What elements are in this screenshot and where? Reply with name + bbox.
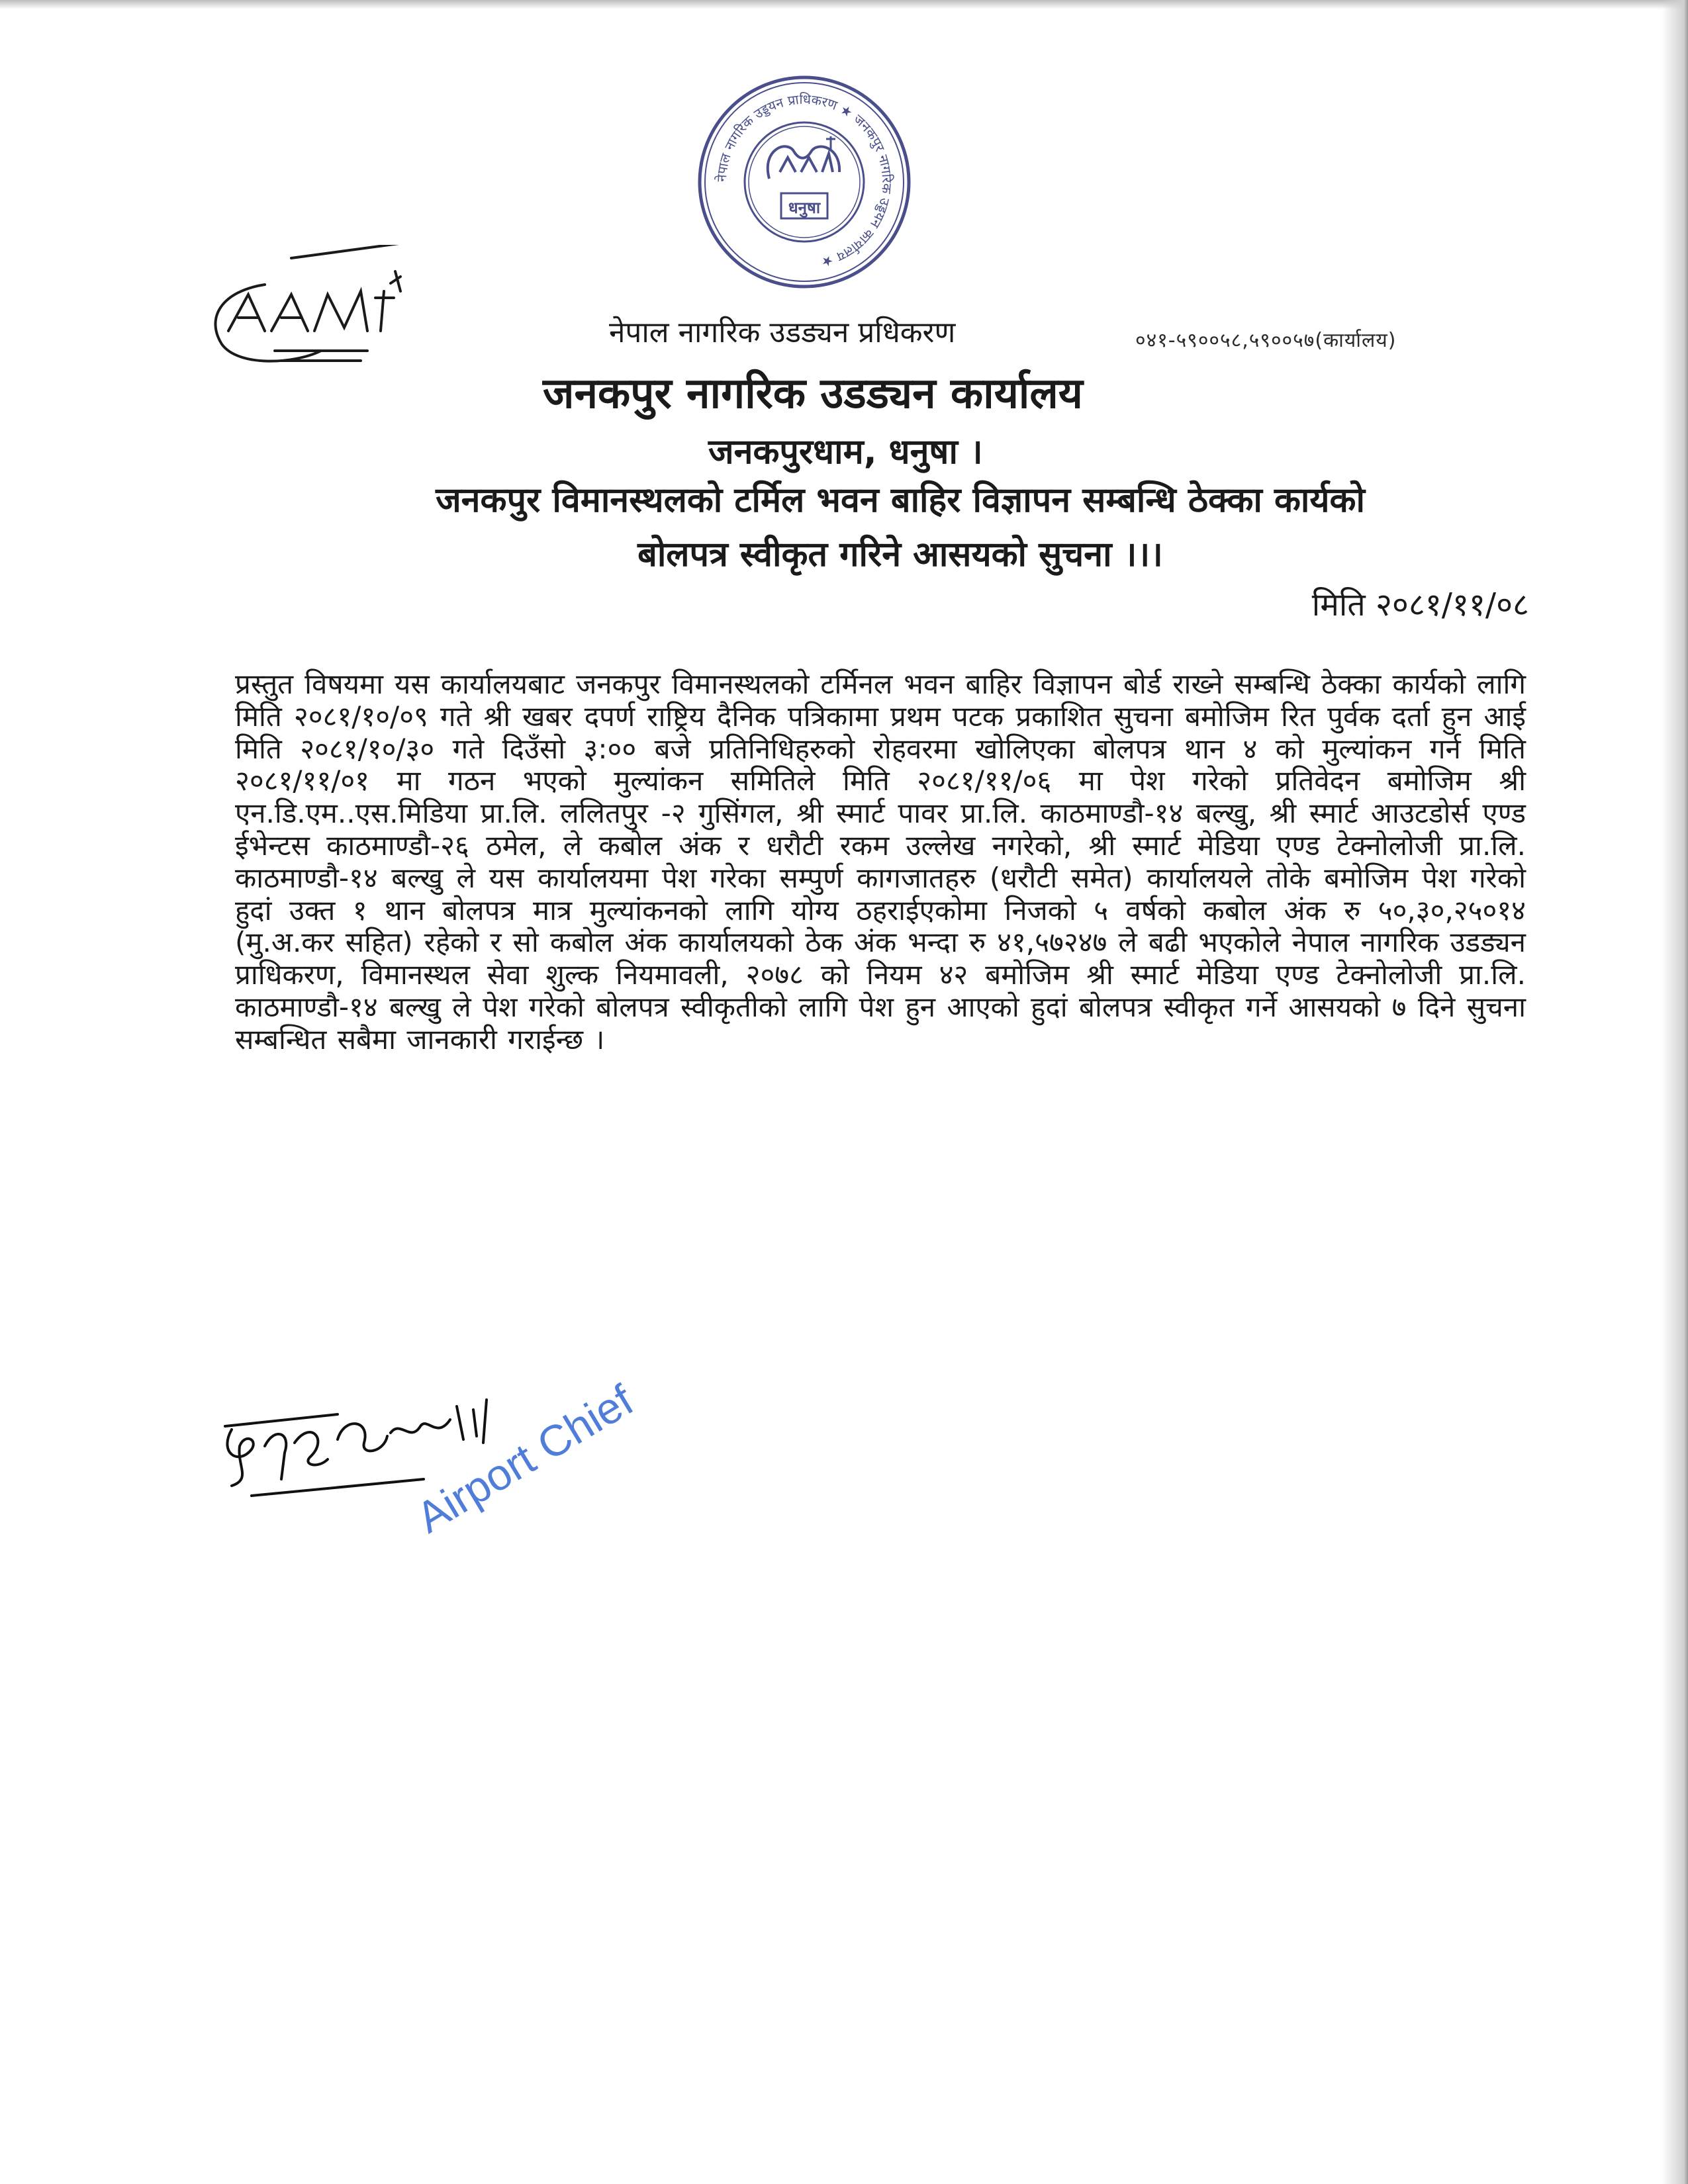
notice-subject-line-2: बोलपत्र स्वीकृत गरिने आसयको सुचना ।।। [637,535,1163,574]
organization-name: नेपाल नागरिक उडड्यन प्रधिकरण [609,316,956,349]
seal-ring-text: नेपाल नागरिक उड्डयन प्राधिकरण ★ जनकपुर नागरिक उड्डयन कार्यालय ★ [713,91,896,271]
scan-shadow-top [0,0,1688,9]
office-seal [695,73,914,291]
svg-text:नेपाल नागरिक उड्डयन प्राधिकरण [714,91,895,271]
notice-body: प्रस्तुत विषयमा यस कार्यालयबाट जनकपुर विमानस्थलको टर्मिनल भवन बाहिर विज्ञापन बोर्ड राख्ने सम्बन्धि ठेक्का कार्यको लागि मिति २०८१/१०/०९ गते श्री खबर दपर्ण राष्ट्रिय दैनिक पत्रिकामा प्रथम पटक प्रकाशित सुचना बमोजिम रित पुर्वक दर्ता हुन आई मिति २०८१/१०/३० गते दिउँसो ३:०० बजे प्रतिनिधिहरुको रोहवरमा खोलिएका बोलपत्र थान ४ को मुल्यांकन गर्न मिति २०८१/११/०१ मा गठन भएको मुल्यांकन समितिले मिति २०८१/११/०६ मा पेश गरेको प्रतिवेदन बमोजिम श्री एन.डि.एम..एस.मिडिया प्रा.लि. ललितपुर -२ गुसिंगल, श्री स्मार्ट पावर प्रा.लि. काठमाण्डौ-१४ बल्खु, श्री स्मार्ट आउटडोर्स एण्ड ईभेन्टस काठमाण्डौ-२६ ठमेल, ले कबोल अंक र धरौटी रकम उल्लेख नगरेको, श्री स्मार्ट मेडिया एण्ड टेक्नोलोजी प्रा.लि. काठमाण्डौ-१४ बल्खु ले यस कार्यालयमा पेश गरेका सम्पुर्ण कागजातहरु (धरौटी समेत) कार्यालयले तोके बमोजिम पेश गरेको हुदां उक्त १ थान बोलपत्र मात्र मुल्यांकनको लागि योग्य ठहराईएकोमा निजको ५ वर्षको कबोल अंक रु ५०,३०,२५०१४ (मु.अ.कर सहित) रहेको र सो कबोल अंक कार्यालयको ठेक अंक भन्दा रु ४१,५७२४७ ले बढी भएकोले नेपाल नागरिक उडड्यन प्राधिकरण, विमानस्थल सेवा शुल्क नियमावली, २०७८ को नियम ४२ बमोजिम श्री स्मार्ट मेडिया एण्ड टेक्नोलोजी प्रा.लि. काठमाण्डौ-१४ बल्खु ले पेश गरेको बोलपत्र स्वीकृतीको लागि पेश हुन आएको हुदां बोलपत्र स्वीकृत गर्ने आसयको ७ दिने सुचना सम्बन्धित सबैमा जानकारी गराईन्छ । [235,668,1526,1056]
airport-chief-stamp: Airport Chief [408,1375,641,1543]
office-name: जनकपुर नागरिक उडड्यन कार्यालय [543,369,1083,418]
seal-center-text: धनुषा [788,199,821,217]
notice-date: मिति २०८१/११/०८ [1311,586,1529,623]
office-location: जनकपुरधाम, धनुषा । [708,432,983,472]
notice-subject [331,473,1470,582]
office-phone: ०४१-५९००५८,५९००५७(कार्यालय) [1135,329,1397,352]
notice-subject-line-1: जनकपुर विमानस्थलको टर्मिल भवन बाहिर विज्ञापन सम्बन्धि ठेक्का कार्यको [436,480,1365,520]
scan-shadow-right [1662,0,1688,2184]
caan-logo [202,245,440,390]
